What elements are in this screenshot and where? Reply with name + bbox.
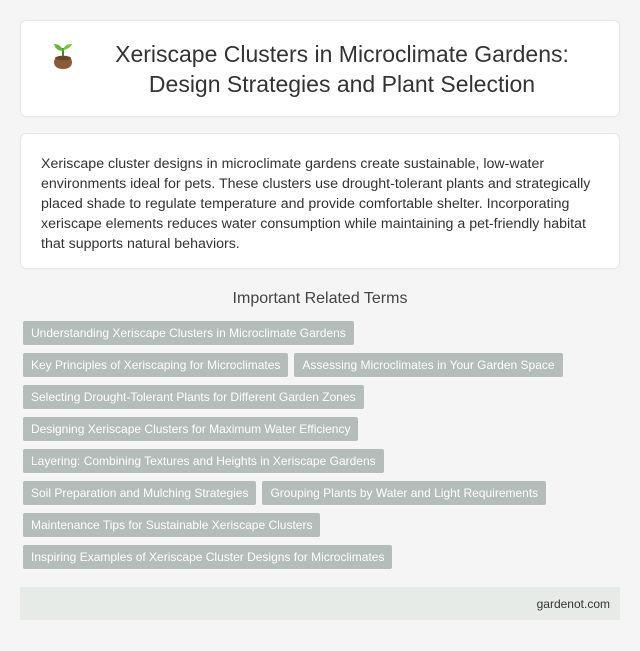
- related-term-tag[interactable]: Selecting Drought-Tolerant Plants for Different Garden Zones: [23, 385, 364, 409]
- related-term-tag[interactable]: Layering: Combining Textures and Heights in Xeriscape Gardens: [23, 449, 384, 473]
- footer-site-link[interactable]: gardenot.com: [536, 596, 610, 611]
- related-term-tag[interactable]: Maintenance Tips for Sustainable Xeriscape Clusters: [23, 513, 320, 537]
- related-term-tag[interactable]: Grouping Plants by Water and Light Requirements: [262, 481, 546, 505]
- related-term-tag[interactable]: Assessing Microclimates in Your Garden Space: [294, 353, 562, 377]
- header-card: [20, 20, 620, 117]
- related-term-tag[interactable]: Designing Xeriscape Clusters for Maximum Water Efficiency: [23, 417, 358, 441]
- page-title: Xeriscape Clusters in Microclimate Gardens: Design Strategies and Plant Selection: [115, 40, 569, 97]
- sprout-icon: [48, 41, 78, 71]
- title-wrap: [48, 39, 592, 99]
- footer: [20, 587, 620, 620]
- summary-text: Xeriscape cluster designs in microclimate gardens create sustainable, low-water environments ideal for pets. These clusters use drought-tolerant plants and strategically placed shade to regulate temperature and provide comfortable shelter. Incorporating xeriscape elements reduces water consumption while maintaining a pet-friendly habitat that supports natural behaviors.: [41, 156, 591, 252]
- related-term-tag[interactable]: Key Principles of Xeriscaping for Microclimates: [23, 353, 288, 377]
- related-term-tag[interactable]: Understanding Xeriscape Clusters in Microclimate Gardens: [23, 321, 354, 345]
- related-terms-heading: Important Related Terms: [232, 290, 408, 307]
- related-terms-list: [20, 321, 620, 569]
- related-term-tag[interactable]: Soil Preparation and Mulching Strategies: [23, 481, 256, 505]
- summary-card: [20, 133, 620, 269]
- related-term-tag[interactable]: Inspiring Examples of Xeriscape Cluster Designs for Microclimates: [23, 545, 392, 569]
